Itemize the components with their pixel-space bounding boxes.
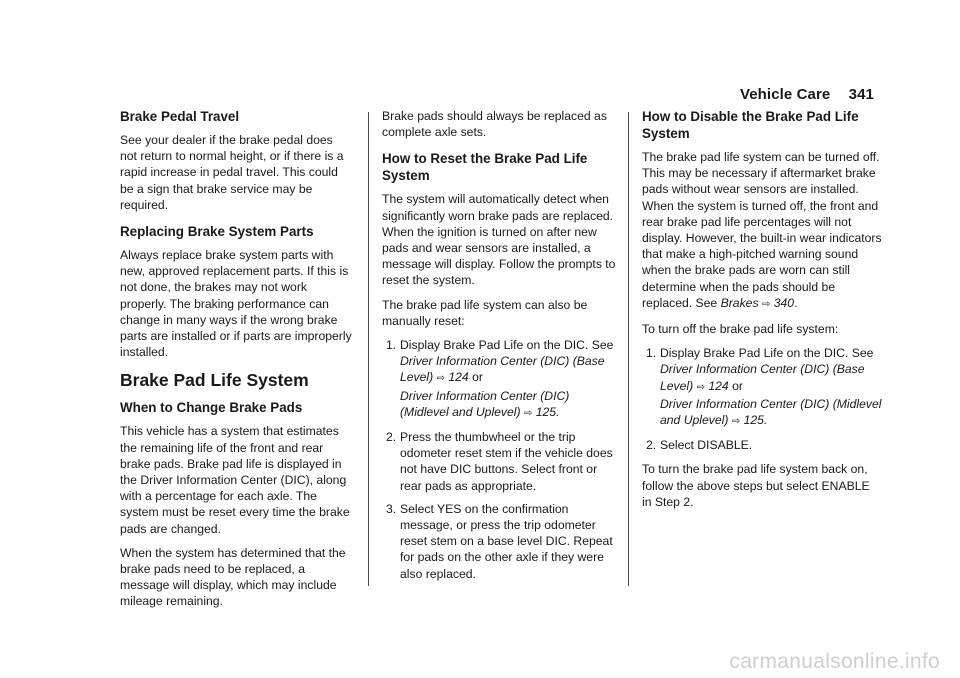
paragraph: When the system has determined that the brake pads need to be replaced, a message will display, which may include mileage remaining. <box>120 545 346 609</box>
step-text: Display Brake Pad Life on the DIC. See <box>400 338 614 353</box>
reference-arrow-icon: ⇨ <box>436 373 445 385</box>
column-divider <box>628 112 629 586</box>
heading-brake-pedal-travel: Brake Pedal Travel <box>120 109 240 124</box>
page-number: 341 <box>848 86 874 103</box>
heading-replacing-parts: Replacing Brake System Parts <box>120 224 314 240</box>
reference-arrow-icon: ⇨ <box>523 407 533 419</box>
step-number: 1. <box>386 338 397 353</box>
paragraph: This vehicle has a system that estimates the remaining life of the front and rear brake pads. Brake pad life is displayed in the Driver Information Center (DIC), along with a percentage for each axle. The system must be reset every time the brake pads are changed. <box>120 424 350 536</box>
list-item <box>382 501 618 582</box>
paragraph: See your dealer if the brake pedal does not return to normal height, or if there is a rapid increase in pedal travel. This could be a sign that brake service may be required. <box>120 133 344 212</box>
step-number: 1. <box>646 346 657 361</box>
step-number: 2. <box>646 438 657 453</box>
reference-arrow-icon: ⇨ <box>696 381 705 393</box>
heading-brake-pad-life-system: Brake Pad Life System <box>120 370 309 391</box>
paragraph: To turn the brake pad life system back on, follow the above steps but select ENABLE in Step 2. <box>642 462 870 509</box>
cross-reference-link[interactable]: Driver Information Center (DIC) (Midlevel and Uplevel) ⇨ 125. <box>400 388 570 419</box>
watermark: carmanualsonline.info <box>729 650 940 673</box>
column-divider <box>368 112 369 586</box>
cross-reference-link[interactable]: Driver Information Center (DIC) (Base Level) ⇨ 124 <box>400 354 605 385</box>
reset-steps <box>382 337 618 582</box>
list-item: 1. Display Brake Pad Life on the DIC. See Driver Information Center (DIC) (Base Level) ⇨ 124 or Driver Information Center (DIC) (Midlevel and Uplevel) ⇨ 125. <box>386 338 614 419</box>
paragraph: The brake pad life system can be turned off. This may be necessary if aftermarket brake pads without wear sensors are installed. When the system is turned off, the front and rear brake pad life percentages will not display. However, the built-in wear indicators that make a high-pitched warning sound when the brake pads are worn can still determine when the pads should be replaced. See Brakes ⇨ 340. <box>642 150 882 310</box>
list-item <box>382 429 618 494</box>
reference-arrow-icon: ⇨ <box>761 298 771 310</box>
paragraph: Brake pads should always be replaced as complete axle sets. <box>382 109 607 140</box>
reference-arrow-icon: ⇨ <box>731 416 741 428</box>
step-text: Display Brake Pad Life on the DIC. See <box>660 346 874 361</box>
column-2 <box>382 108 618 590</box>
section-title: Vehicle Care <box>739 86 831 103</box>
page-header <box>740 86 874 103</box>
step-text: Press the thumbwheel or the trip odometer reset stem if the vehicle does not have DIC buttons. Select front or rear pads as appropriate. <box>400 430 613 493</box>
list-item <box>642 437 882 453</box>
heading-reset: How to Reset the Brake Pad Life System <box>382 151 588 184</box>
column-1 <box>120 108 352 618</box>
step-number: 3. <box>386 501 397 516</box>
paragraph: The system will automatically detect when significantly worn brake pads are replaced. When the ignition is turned on after new pads and wear sensors are installed, a message will display. Follow the prompts to reset the system. <box>382 192 616 288</box>
step-text: Select YES on the confirmation message, or press the trip odometer reset stem on a base level DIC. Repeat for pads on the other axle if they were also replaced. <box>400 501 613 581</box>
column-3 <box>642 108 882 518</box>
paragraph: To turn off the brake pad life system: <box>642 322 839 337</box>
heading-when-to-change: When to Change Brake Pads <box>120 400 303 416</box>
cross-reference-link[interactable]: Driver Information Center (DIC) (Base Level) ⇨ 124 <box>660 362 865 393</box>
paragraph: The brake pad life system can also be manually reset: <box>382 297 588 328</box>
cross-reference-link[interactable]: Driver Information Center (DIC) (Midlevel and Uplevel) ⇨ 125. <box>660 396 882 428</box>
step-text: Select DISABLE. <box>660 438 753 453</box>
paragraph: Always replace brake system parts with new, approved replacement parts. If this is not done, the brakes may not work properly. The braking performance can change in many ways if the wrong brake parts are installed or if parts are improperly installed. <box>120 248 352 360</box>
list-item: 1. Display Brake Pad Life on the DIC. See Driver Information Center (DIC) (Base Level) ⇨ 124 or Driver Information Center (DIC) (Midlevel and Uplevel) ⇨ 125. <box>646 346 882 428</box>
heading-disable: How to Disable the Brake Pad Life System <box>642 109 859 141</box>
disable-steps <box>642 345 882 453</box>
cross-reference-link[interactable]: Brakes ⇨ 340 <box>720 295 795 310</box>
step-number: 2. <box>386 430 397 445</box>
